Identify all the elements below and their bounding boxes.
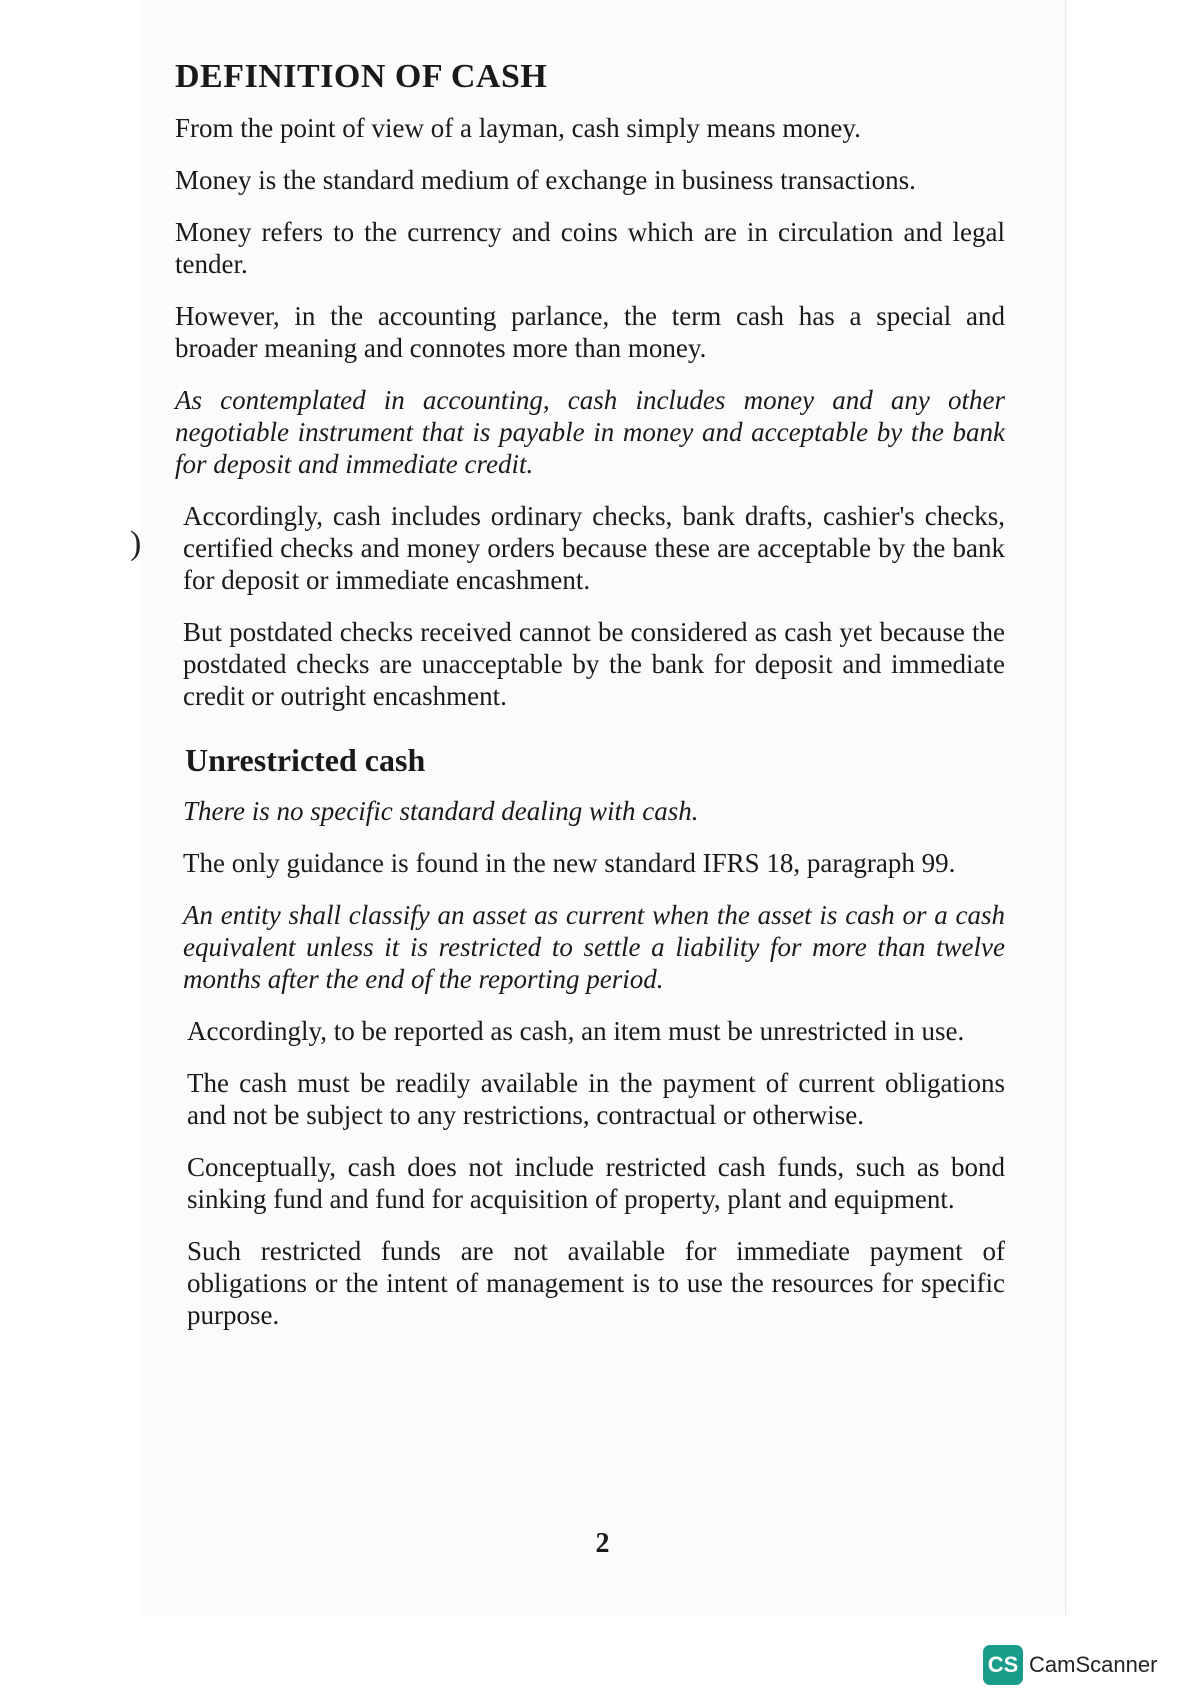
paragraph-money-currency: Money refers to the currency and coins which are in circulation and legal tender. <box>175 217 1005 279</box>
page-title: DEFINITION OF CASH <box>175 58 548 95</box>
scanned-page <box>140 0 1066 1615</box>
paragraph-layman: From the point of view of a layman, cash simply means money. <box>175 113 861 143</box>
camscanner-logo-icon: CS <box>983 1645 1023 1685</box>
paragraph-readily-available: The cash must be readily available in the payment of current obligations and not be subject to any restrictions, contractual or otherwise. <box>187 1068 1005 1130</box>
paragraph-classification-rule: An entity shall classify an asset as current when the asset is cash or a cash equivalent unless it is restricted to settle a liability for more than twelve months after the end of the reporting period. <box>183 900 1005 994</box>
page-number: 2 <box>595 1528 610 1559</box>
page-content <box>175 58 1005 1351</box>
paragraph-restricted-funds: Conceptually, cash does not include restricted cash funds, such as bond sinking fund and fund for acquisition of property, plant and equipment. <box>187 1152 1005 1214</box>
paragraph-money-medium: Money is the standard medium of exchange in business transactions. <box>175 165 916 195</box>
paragraph-accounting-parlance: However, in the accounting parlance, the term cash has a special and broader meaning and connotes more than money. <box>175 301 1005 363</box>
paragraph-cash-includes: Accordingly, cash includes ordinary checks, bank drafts, cashier's checks, certified checks and money orders because these are acceptable by the bank for deposit or immediate encashment. <box>183 501 1005 595</box>
section-heading-unrestricted-cash: Unrestricted cash <box>185 742 426 778</box>
paragraph-accounting-definition: As contemplated in accounting, cash includes money and any other negotiable instrument that is payable in money and acceptable by the bank for deposit and immediate credit. <box>175 385 1005 479</box>
paragraph-unrestricted-use: Accordingly, to be reported as cash, an item must be unrestricted in use. <box>187 1016 965 1046</box>
paragraph-restricted-purpose: Such restricted funds are not available for immediate payment of obligations or the intent of management is to use the resources for specific purpose. <box>187 1236 1005 1330</box>
paragraph-postdated-checks: But postdated checks received cannot be considered as cash yet because the postdated checks are unacceptable by the bank for deposit and immediate credit or outright encashment. <box>183 617 1005 711</box>
paragraph-ifrs-guidance: The only guidance is found in the new standard IFRS 18, paragraph 99. <box>183 848 956 878</box>
paragraph-no-standard: There is no specific standard dealing with cash. <box>183 796 699 826</box>
scan-mark-bracket: ) <box>130 525 142 562</box>
camscanner-watermark <box>983 1645 1157 1685</box>
camscanner-name: CamScanner <box>1029 1652 1158 1677</box>
